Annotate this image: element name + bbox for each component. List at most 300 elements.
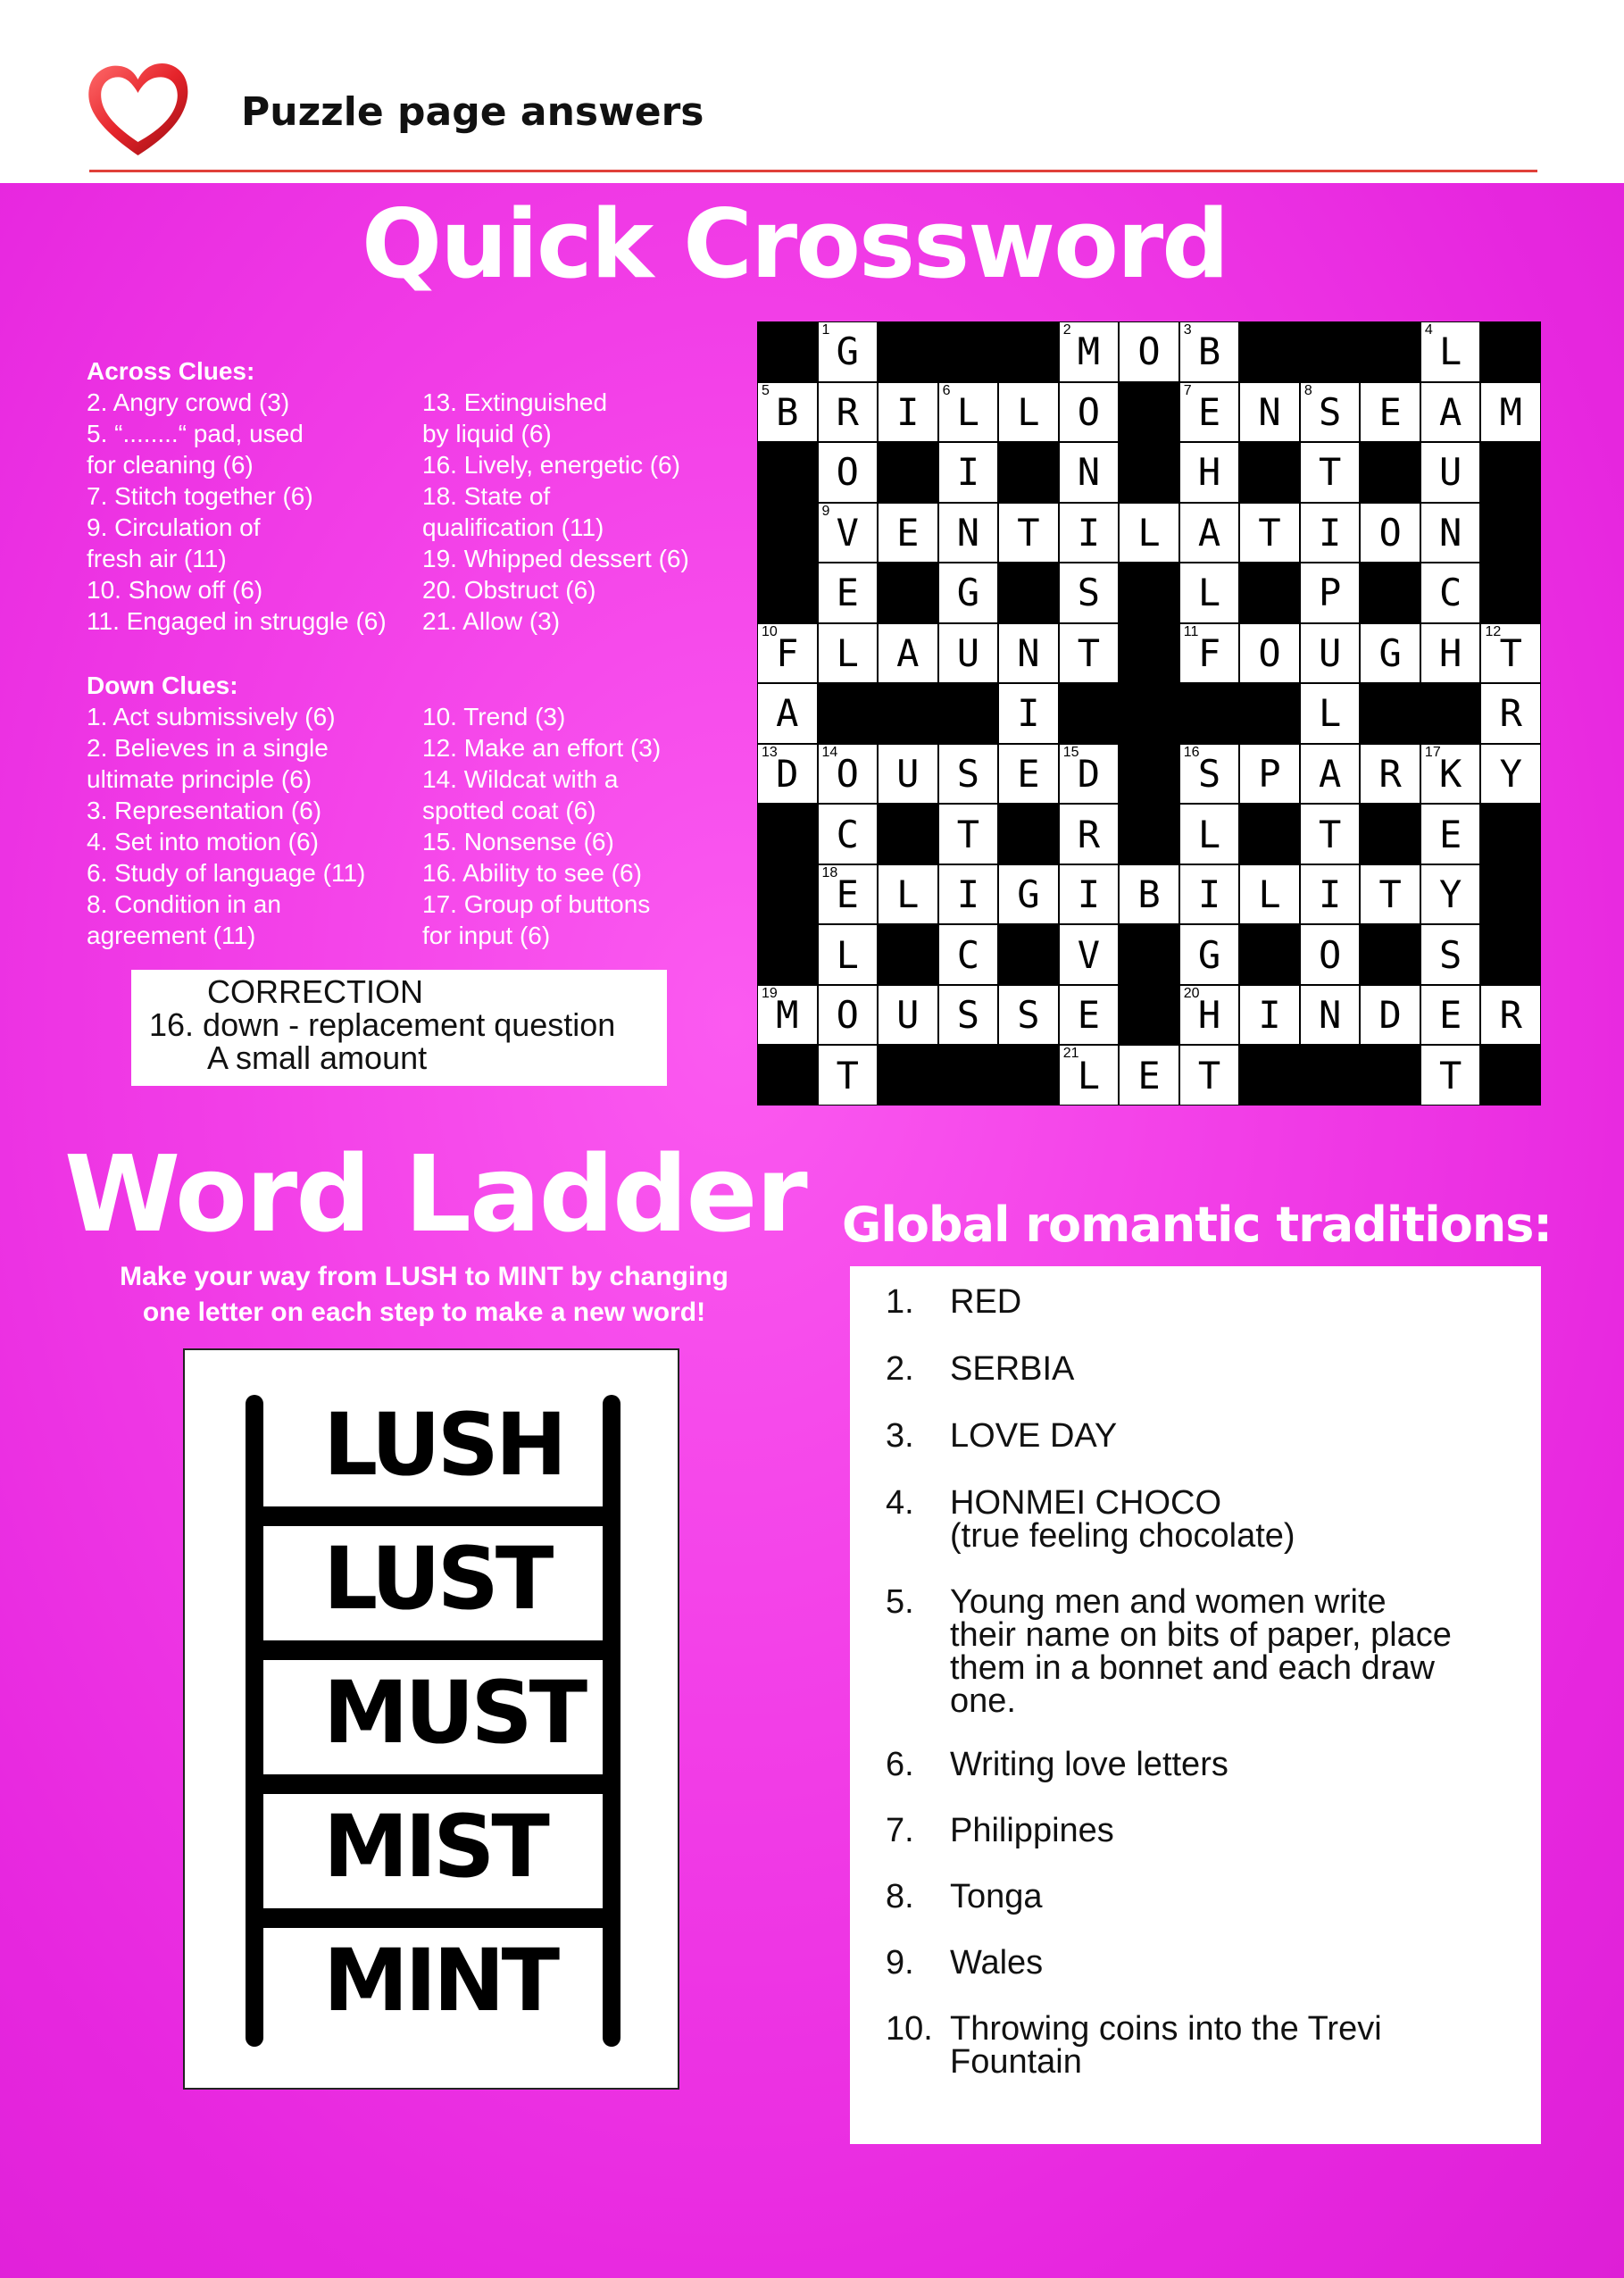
grid-cell — [878, 623, 938, 684]
clue-line: 20. Obstruct (6) — [422, 576, 596, 604]
tradition-item — [886, 1283, 1022, 1321]
ladder-rung — [256, 1640, 613, 1660]
answer-letter: A — [776, 691, 799, 736]
tradition-answer — [950, 1878, 1043, 1915]
grid-cell — [818, 985, 879, 1046]
answer-letter: O — [836, 993, 859, 1038]
answer-letter: I — [956, 872, 980, 917]
traditions-title: Global romantic traditions: — [842, 1197, 1552, 1253]
grid-block — [1239, 1045, 1300, 1106]
answer-letter: E — [1439, 993, 1462, 1038]
tradition-answer — [950, 1350, 1075, 1388]
grid-cell — [1179, 1045, 1240, 1106]
tradition-item — [886, 1484, 1295, 1555]
grid-cell — [938, 864, 999, 925]
grid-cell — [1239, 382, 1300, 443]
answer-letter: L — [1077, 1053, 1101, 1097]
down-clues-left — [87, 670, 365, 951]
grid-block — [757, 864, 818, 925]
ladder-rail — [603, 1395, 620, 2047]
clue-line: 4. Set into motion (6) — [87, 828, 319, 855]
grid-block — [878, 683, 938, 744]
clue-number: 5 — [762, 382, 770, 398]
grid-cell — [757, 623, 818, 684]
grid-cell — [1059, 804, 1120, 864]
grid-cell — [1300, 563, 1361, 623]
clue-number: 20 — [1183, 985, 1200, 1001]
answer-letter: L — [1258, 872, 1281, 917]
grid-cell — [1179, 804, 1240, 864]
grid-block — [1480, 804, 1541, 864]
clue-number: 8 — [1303, 382, 1312, 398]
answer-letter: N — [1258, 389, 1281, 434]
tradition-item — [886, 1350, 1075, 1388]
grid-block — [1360, 1045, 1420, 1106]
tradition-number: 1. — [886, 1283, 914, 1321]
grid-block — [757, 503, 818, 563]
grid-block — [1239, 804, 1300, 864]
tradition-line: them in a bonnet and each draw — [950, 1649, 1435, 1687]
grid-cell — [1480, 382, 1541, 443]
clue-line: agreement (11) — [87, 922, 256, 949]
answer-letter: O — [836, 752, 859, 797]
answer-letter: B — [1197, 330, 1221, 374]
grid-block — [1119, 442, 1179, 503]
grid-cell — [1360, 382, 1420, 443]
tradition-line: Wales — [950, 1944, 1044, 1982]
clue-number: 17 — [1424, 744, 1441, 760]
grid-block — [1420, 683, 1481, 744]
grid-block — [1119, 804, 1179, 864]
answer-letter: L — [836, 932, 859, 977]
clue-line: 12. Make an effort (3) — [422, 734, 662, 762]
grid-block — [1179, 683, 1240, 744]
grid-block — [1480, 864, 1541, 925]
across-clues-left — [87, 355, 387, 637]
instruction-line: one letter on each step to make a new word! — [142, 1298, 706, 1327]
clue-line: for cleaning (6) — [87, 451, 254, 479]
answer-letter: N — [1439, 510, 1462, 555]
clue-line: for input (6) — [422, 922, 551, 949]
grid-cell — [1119, 1045, 1179, 1106]
grid-block — [757, 1045, 818, 1106]
answer-letter: S — [956, 993, 980, 1038]
ladder-word: LUSH — [323, 1395, 564, 1495]
clue-number: 6 — [942, 382, 951, 398]
word-ladder-box — [183, 1348, 679, 2090]
answer-letter: T — [1077, 630, 1101, 675]
clue-line: 2. Believes in a single — [87, 734, 329, 762]
answer-letter: I — [1258, 993, 1281, 1038]
grid-cell — [1179, 864, 1240, 925]
grid-cell — [1480, 623, 1541, 684]
tradition-number: 8. — [886, 1878, 914, 1915]
answer-letter: S — [1197, 752, 1221, 797]
clue-line: ultimate principle (6) — [87, 765, 312, 793]
answer-letter: E — [836, 571, 859, 615]
answer-letter: S — [956, 752, 980, 797]
answer-letter: T — [1499, 630, 1522, 675]
correction-box — [131, 970, 667, 1086]
grid-cell — [1119, 864, 1179, 925]
answer-letter: U — [896, 993, 920, 1038]
answer-letter: I — [896, 389, 920, 434]
answer-letter: C — [1439, 571, 1462, 615]
answer-letter: I — [1318, 510, 1342, 555]
tradition-item — [886, 1944, 1044, 1982]
clue-line: 21. Allow (3) — [422, 607, 561, 635]
word-ladder-instructions — [54, 1259, 795, 1331]
clue-number: 3 — [1183, 322, 1192, 338]
grid-cell — [1300, 382, 1361, 443]
grid-block — [1239, 563, 1300, 623]
grid-cell — [1179, 382, 1240, 443]
grid-block — [818, 683, 879, 744]
answer-letter: H — [1197, 450, 1221, 495]
grid-cell — [1360, 623, 1420, 684]
answer-letter: R — [1378, 752, 1402, 797]
tradition-item — [886, 1812, 1114, 1849]
correction-text: 16. down - replacement question — [149, 1006, 616, 1043]
answer-letter: U — [1318, 630, 1342, 675]
clue-line: 8. Condition in an — [87, 890, 281, 918]
grid-block — [757, 804, 818, 864]
grid-cell — [938, 924, 999, 985]
grid-block — [1119, 382, 1179, 443]
grid-cell — [757, 744, 818, 805]
tradition-number: 2. — [886, 1350, 914, 1388]
grid-block — [1300, 321, 1361, 382]
grid-block — [998, 804, 1059, 864]
answer-letter: E — [1378, 389, 1402, 434]
grid-cell — [1420, 985, 1481, 1046]
grid-cell — [818, 442, 879, 503]
grid-cell — [1480, 744, 1541, 805]
clue-line: spotted coat (6) — [422, 797, 596, 824]
answer-letter: N — [1077, 450, 1101, 495]
grid-cell — [1360, 864, 1420, 925]
answer-letter: L — [896, 872, 920, 917]
tradition-answer — [950, 1283, 1022, 1321]
grid-cell — [1179, 985, 1240, 1046]
down-clues-right — [422, 701, 661, 951]
grid-block — [1119, 563, 1179, 623]
grid-block — [1360, 924, 1420, 985]
answer-letter: Y — [1439, 872, 1462, 917]
tradition-line: one. — [950, 1682, 1016, 1720]
answer-letter: B — [1137, 872, 1161, 917]
grid-block — [1480, 321, 1541, 382]
grid-block — [757, 442, 818, 503]
answer-letter: E — [1077, 993, 1101, 1038]
grid-cell — [1480, 985, 1541, 1046]
tradition-line: SERBIA — [950, 1350, 1075, 1388]
answer-letter: T — [1318, 812, 1342, 856]
grid-block — [938, 683, 999, 744]
grid-cell — [1420, 924, 1481, 985]
grid-cell — [1239, 623, 1300, 684]
grid-cell — [757, 382, 818, 443]
grid-cell — [1239, 864, 1300, 925]
grid-cell — [938, 382, 999, 443]
clue-line: 13. Extinguished — [422, 388, 608, 416]
tradition-number: 10. — [886, 2010, 933, 2048]
grid-cell — [1360, 503, 1420, 563]
ladder-rung — [256, 1506, 613, 1526]
grid-cell — [1059, 864, 1120, 925]
tradition-line: Philippines — [950, 1812, 1114, 1849]
answer-letter: N — [1017, 630, 1040, 675]
grid-cell — [1059, 442, 1120, 503]
answer-letter: A — [1318, 752, 1342, 797]
grid-cell — [998, 744, 1059, 805]
tradition-answer — [950, 1748, 1228, 1782]
tradition-line: Fountain — [950, 2043, 1082, 2081]
tradition-number: 4. — [886, 1484, 914, 1522]
down-heading: Down Clues: — [87, 672, 238, 699]
grid-cell — [1420, 804, 1481, 864]
answer-letter: O — [1318, 932, 1342, 977]
tradition-item — [886, 1417, 1118, 1455]
grid-block — [1119, 924, 1179, 985]
grid-block — [1360, 321, 1420, 382]
grid-block — [878, 563, 938, 623]
grid-cell — [818, 563, 879, 623]
grid-cell — [1420, 1045, 1481, 1106]
answer-letter: T — [1378, 872, 1402, 917]
clue-line: fresh air (11) — [87, 545, 227, 572]
grid-cell — [818, 804, 879, 864]
tradition-line: their name on bits of paper, place — [950, 1616, 1452, 1654]
grid-block — [1119, 623, 1179, 684]
clue-number: 10 — [762, 623, 778, 639]
grid-cell — [1059, 985, 1120, 1046]
grid-cell — [1239, 985, 1300, 1046]
answer-letter: F — [1197, 630, 1221, 675]
grid-cell — [998, 382, 1059, 443]
grid-cell — [1179, 924, 1240, 985]
answer-letter: M — [776, 993, 799, 1038]
answer-letter: R — [836, 389, 859, 434]
answer-letter: A — [896, 630, 920, 675]
grid-cell — [878, 744, 938, 805]
crossword-grid — [757, 321, 1541, 1106]
answer-letter: O — [1137, 330, 1161, 374]
grid-block — [878, 1045, 938, 1106]
instruction-line: Make your way from LUSH to MINT by changing — [120, 1262, 729, 1291]
answer-letter: G — [1017, 872, 1040, 917]
grid-cell — [1420, 321, 1481, 382]
tradition-item — [886, 1583, 1452, 1720]
answer-letter: L — [836, 630, 859, 675]
answer-letter: S — [1439, 932, 1462, 977]
grid-cell — [1420, 623, 1481, 684]
tradition-item — [886, 2010, 1382, 2081]
clue-number: 19 — [762, 985, 778, 1001]
ladder-word: MUST — [323, 1663, 585, 1763]
answer-letter: T — [836, 1053, 859, 1097]
grid-cell — [1179, 321, 1240, 382]
across-clues-right — [422, 387, 689, 637]
answer-letter: E — [1137, 1053, 1161, 1097]
tradition-line: Young men and women write — [950, 1583, 1387, 1621]
clue-line: 5. “........“ pad, used — [87, 420, 304, 447]
clue-number: 12 — [1485, 623, 1502, 639]
grid-cell — [1420, 503, 1481, 563]
grid-cell — [1300, 864, 1361, 925]
answer-letter: R — [1499, 993, 1522, 1038]
answer-letter: T — [1197, 1053, 1221, 1097]
tradition-answer — [950, 1812, 1114, 1849]
clue-line: 1. Act submissively (6) — [87, 703, 336, 730]
clue-line: 9. Circulation of — [87, 513, 261, 541]
clue-line: 16. Lively, energetic (6) — [422, 451, 680, 479]
answer-letter: L — [1197, 812, 1221, 856]
grid-cell — [1300, 804, 1361, 864]
grid-cell — [818, 924, 879, 985]
answer-letter: L — [1197, 571, 1221, 615]
grid-block — [878, 442, 938, 503]
grid-cell — [938, 442, 999, 503]
tradition-answer — [950, 1417, 1118, 1455]
answer-letter: A — [1439, 389, 1462, 434]
grid-block — [1480, 442, 1541, 503]
grid-cell — [1119, 321, 1179, 382]
grid-cell — [818, 744, 879, 805]
grid-block — [1239, 683, 1300, 744]
clue-number: 7 — [1183, 382, 1192, 398]
clue-number: 14 — [821, 744, 838, 760]
clue-line: 2. Angry crowd (3) — [87, 388, 290, 416]
tradition-number: 7. — [886, 1812, 914, 1849]
grid-block — [998, 924, 1059, 985]
grid-cell — [998, 864, 1059, 925]
grid-block — [1059, 683, 1120, 744]
answer-letter: V — [1077, 932, 1101, 977]
answer-letter: E — [836, 872, 859, 917]
answer-letter: T — [956, 812, 980, 856]
answer-letter: R — [1499, 691, 1522, 736]
answer-letter: G — [1197, 932, 1221, 977]
answer-letter: C — [836, 812, 859, 856]
answer-letter: L — [1017, 389, 1040, 434]
clue-line: qualification (11) — [422, 513, 604, 541]
grid-cell — [1300, 683, 1361, 744]
answer-letter: I — [1197, 872, 1221, 917]
answer-letter: E — [1439, 812, 1462, 856]
tradition-number: 6. — [886, 1746, 914, 1783]
grid-cell — [1059, 382, 1120, 443]
answer-letter: I — [1077, 872, 1101, 917]
grid-cell — [1300, 924, 1361, 985]
answer-letter: H — [1197, 993, 1221, 1038]
grid-cell — [1420, 442, 1481, 503]
grid-cell — [1179, 442, 1240, 503]
answer-letter: S — [1017, 993, 1040, 1038]
clue-line: by liquid (6) — [422, 420, 552, 447]
grid-cell — [818, 1045, 879, 1106]
grid-cell — [1059, 503, 1120, 563]
grid-cell — [1300, 623, 1361, 684]
answer-letter: U — [896, 752, 920, 797]
answer-letter: N — [1318, 993, 1342, 1038]
answer-letter: P — [1318, 571, 1342, 615]
ladder-word: MINT — [323, 1931, 557, 2031]
tradition-answer — [950, 1484, 1295, 1555]
grid-block — [938, 321, 999, 382]
grid-block — [1480, 503, 1541, 563]
clue-line: 14. Wildcat with a — [422, 765, 619, 793]
clue-number: 9 — [821, 503, 830, 519]
grid-cell — [818, 503, 879, 563]
answer-letter: S — [1318, 389, 1342, 434]
clue-line: 15. Nonsense (6) — [422, 828, 614, 855]
grid-cell — [998, 503, 1059, 563]
clue-number: 21 — [1062, 1046, 1079, 1062]
grid-block — [1119, 985, 1179, 1046]
grid-cell — [1420, 864, 1481, 925]
grid-cell — [818, 864, 879, 925]
grid-cell — [1300, 503, 1361, 563]
ladder-word: LUST — [323, 1529, 551, 1629]
clue-number: 18 — [821, 864, 838, 880]
answer-letter: T — [1258, 510, 1281, 555]
ladder-rung — [256, 1908, 613, 1928]
answer-letter: U — [1439, 450, 1462, 495]
clue-number: 11 — [1183, 623, 1199, 639]
answer-letter: G — [1378, 630, 1402, 675]
clue-line: 11. Engaged in struggle (6) — [87, 607, 387, 635]
crossword-title: Quick Crossword — [362, 189, 1228, 299]
grid-cell — [1239, 503, 1300, 563]
answer-letter: I — [1017, 691, 1040, 736]
correction-answer: A small amount — [207, 1039, 428, 1076]
tradition-answer — [950, 2010, 1382, 2081]
grid-cell — [1059, 744, 1120, 805]
answer-letter: N — [956, 510, 980, 555]
header-divider — [89, 170, 1537, 172]
grid-block — [878, 321, 938, 382]
answer-letter: K — [1439, 752, 1462, 797]
grid-cell — [1420, 744, 1481, 805]
grid-block — [1480, 1045, 1541, 1106]
grid-cell — [1420, 563, 1481, 623]
answer-letter: B — [776, 389, 799, 434]
grid-cell — [998, 683, 1059, 744]
grid-block — [1480, 563, 1541, 623]
grid-cell — [998, 985, 1059, 1046]
ladder-rung — [256, 1774, 613, 1794]
grid-cell — [1360, 744, 1420, 805]
answer-letter: U — [956, 630, 980, 675]
heart-icon — [82, 57, 194, 169]
answer-letter: M — [1077, 330, 1101, 374]
grid-cell — [878, 503, 938, 563]
grid-cell — [1360, 985, 1420, 1046]
grid-block — [1239, 924, 1300, 985]
grid-cell — [1300, 985, 1361, 1046]
clue-number: 15 — [1062, 744, 1079, 760]
grid-cell — [938, 503, 999, 563]
answer-letter: L — [1318, 691, 1342, 736]
answer-letter: T — [1318, 450, 1342, 495]
grid-cell — [938, 985, 999, 1046]
answer-letter: T — [1439, 1053, 1462, 1097]
grid-block — [1119, 683, 1179, 744]
grid-block — [1239, 321, 1300, 382]
grid-cell — [878, 382, 938, 443]
grid-block — [1239, 442, 1300, 503]
